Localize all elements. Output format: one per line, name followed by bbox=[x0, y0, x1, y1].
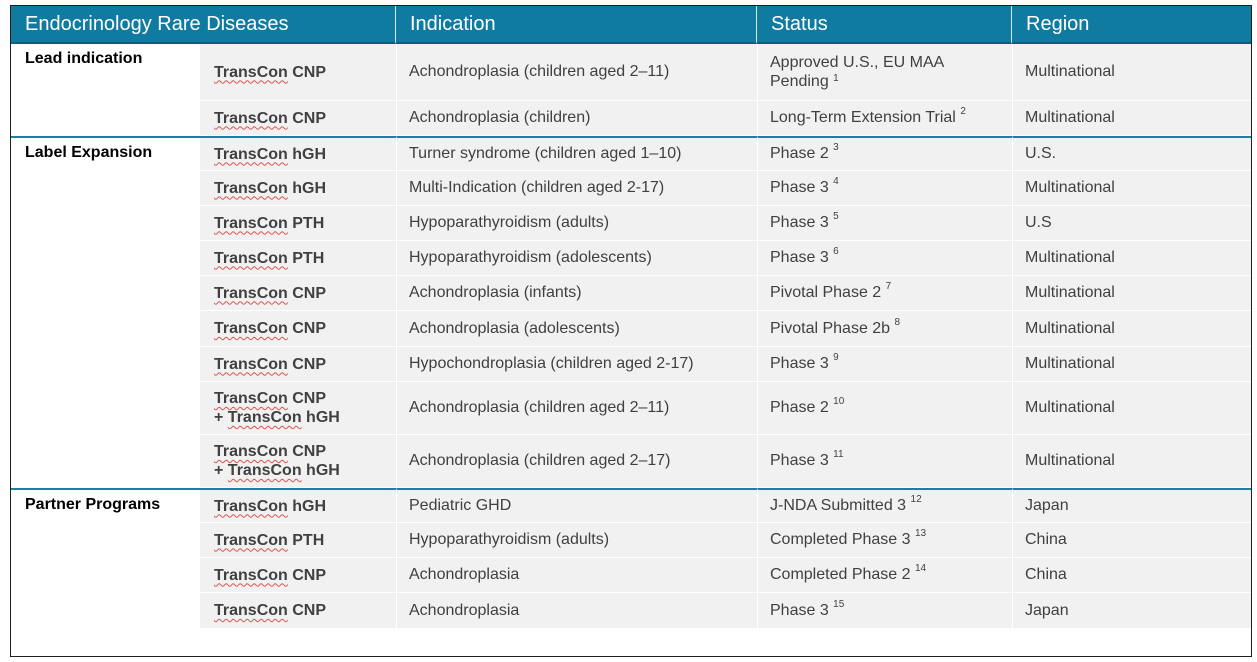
status-text: Phase 3 bbox=[770, 601, 829, 619]
header-status: Status bbox=[757, 6, 1012, 44]
status-cell bbox=[757, 435, 1012, 488]
indication-cell: Achondroplasia (children aged 2–11) bbox=[396, 44, 757, 101]
table-row bbox=[11, 136, 1251, 171]
indication-cell: Achondroplasia (children aged 2–17) bbox=[396, 435, 757, 488]
region-cell: Multinational bbox=[1012, 276, 1251, 311]
product-cell bbox=[200, 488, 396, 523]
region-cell: Multinational bbox=[1012, 311, 1251, 347]
status-text: Phase 3 bbox=[770, 249, 829, 266]
header-indication: Indication bbox=[396, 6, 757, 44]
product-brand: TransCon bbox=[214, 566, 288, 584]
product-brand: TransCon bbox=[214, 497, 288, 515]
product-cell bbox=[200, 558, 396, 593]
product-brand: TransCon bbox=[214, 284, 288, 302]
region-cell: Japan bbox=[1012, 488, 1251, 523]
status-cell bbox=[757, 523, 1012, 558]
header-disease-area: Endocrinology Rare Diseases bbox=[11, 6, 396, 44]
product-name bbox=[214, 442, 396, 461]
product-suffix: CNP bbox=[287, 390, 327, 407]
product-suffix: PTH bbox=[287, 249, 325, 267]
status-text: Completed Phase 3 bbox=[770, 531, 911, 548]
product-brand: TransCon bbox=[227, 462, 302, 479]
status-cell bbox=[757, 593, 1012, 629]
table-body bbox=[11, 44, 1251, 629]
product-suffix: hGH bbox=[287, 179, 327, 197]
product-suffix: PTH bbox=[287, 214, 325, 232]
product-suffix: PTH bbox=[287, 531, 325, 549]
footnote-ref: 15 bbox=[833, 598, 845, 610]
product-brand: TransCon bbox=[214, 63, 288, 81]
footnote-ref: 11 bbox=[833, 449, 844, 460]
group-label: Partner Programs bbox=[11, 488, 200, 629]
footnote-ref: 14 bbox=[914, 563, 927, 574]
status-text: Phase 2 bbox=[770, 399, 829, 416]
status-text: J-NDA Submitted 3 bbox=[770, 497, 907, 514]
footnote-ref: 4 bbox=[833, 176, 839, 187]
product-cell bbox=[200, 382, 396, 435]
product-suffix: hGH bbox=[301, 409, 340, 426]
product-suffix: hGH bbox=[287, 497, 327, 515]
product-cell bbox=[200, 206, 396, 241]
product-cell bbox=[200, 435, 396, 488]
product-name bbox=[214, 531, 396, 550]
status-text: Phase 3 bbox=[770, 355, 829, 372]
status-cell bbox=[757, 311, 1012, 347]
product-prefix: + bbox=[214, 462, 228, 479]
product-suffix: CNP bbox=[287, 566, 327, 584]
indication-cell: Hypoparathyroidism (adults) bbox=[396, 523, 757, 558]
product-name bbox=[214, 145, 396, 164]
pipeline-table bbox=[11, 6, 1251, 629]
status-cell bbox=[757, 241, 1012, 276]
product-brand: TransCon bbox=[214, 214, 288, 232]
indication-cell: Achondroplasia bbox=[396, 558, 757, 593]
status-cell bbox=[757, 44, 1012, 101]
group-label: Label Expansion bbox=[11, 136, 200, 488]
product-brand: TransCon bbox=[227, 409, 302, 426]
product-cell bbox=[200, 241, 396, 276]
indication-cell: Achondroplasia bbox=[396, 593, 757, 629]
group-label: Lead indication bbox=[11, 44, 200, 136]
status-text: Pivotal Phase 2 bbox=[770, 284, 882, 301]
product-name bbox=[214, 497, 396, 516]
status-cell bbox=[757, 488, 1012, 523]
status-cell bbox=[757, 136, 1012, 171]
product-name bbox=[214, 319, 396, 338]
product-brand: TransCon bbox=[214, 602, 288, 619]
product-brand: TransCon bbox=[214, 531, 288, 549]
status-cell bbox=[757, 276, 1012, 311]
region-cell: Multinational bbox=[1012, 241, 1251, 276]
product-cell bbox=[200, 523, 396, 558]
product-suffix: hGH bbox=[301, 462, 340, 479]
footnote-ref: 5 bbox=[833, 211, 839, 222]
footnote-ref: 7 bbox=[885, 281, 892, 292]
indication-cell: Achondroplasia (adolescents) bbox=[396, 311, 757, 347]
product-suffix: CNP bbox=[287, 109, 327, 127]
product-name bbox=[214, 566, 396, 585]
footnote-ref: 8 bbox=[894, 316, 901, 328]
region-cell: Multinational bbox=[1012, 101, 1251, 136]
product-suffix: CNP bbox=[287, 63, 327, 81]
product-cell bbox=[200, 171, 396, 206]
product-brand: TransCon bbox=[214, 109, 288, 127]
indication-cell: Turner syndrome (children aged 1–10) bbox=[396, 136, 757, 171]
product-name bbox=[214, 408, 396, 427]
product-prefix: + bbox=[214, 409, 228, 426]
product-name bbox=[214, 109, 396, 128]
product-name bbox=[214, 389, 396, 408]
region-cell: Multinational bbox=[1012, 382, 1251, 435]
product-suffix: CNP bbox=[287, 284, 327, 302]
region-cell: U.S bbox=[1012, 206, 1251, 241]
table-row bbox=[11, 44, 1251, 101]
status-text: Phase 3 bbox=[770, 179, 829, 196]
region-cell: U.S. bbox=[1012, 136, 1251, 171]
region-cell: China bbox=[1012, 558, 1251, 593]
product-cell bbox=[200, 311, 396, 347]
product-suffix: CNP bbox=[287, 355, 327, 373]
status-text: Phase 3 bbox=[770, 452, 829, 469]
region-cell: Multinational bbox=[1012, 435, 1251, 488]
product-cell bbox=[200, 44, 396, 101]
product-suffix: CNP bbox=[287, 320, 327, 337]
product-name bbox=[214, 63, 396, 82]
product-brand: TransCon bbox=[214, 145, 288, 163]
product-cell bbox=[200, 136, 396, 171]
table-row bbox=[11, 488, 1251, 523]
region-cell: Multinational bbox=[1012, 347, 1251, 382]
status-cell bbox=[757, 101, 1012, 136]
table-header bbox=[11, 6, 1251, 44]
product-suffix: CNP bbox=[287, 443, 327, 460]
product-name bbox=[214, 249, 396, 268]
product-cell bbox=[200, 347, 396, 382]
region-cell: Japan bbox=[1012, 593, 1251, 629]
product-name bbox=[214, 461, 396, 480]
status-text: Pivotal Phase 2b bbox=[770, 319, 891, 337]
region-cell: Multinational bbox=[1012, 171, 1251, 206]
status-text: Phase 2 bbox=[770, 145, 829, 162]
status-cell bbox=[757, 206, 1012, 241]
product-name bbox=[214, 214, 396, 233]
status-cell bbox=[757, 558, 1012, 593]
status-cell bbox=[757, 347, 1012, 382]
product-name bbox=[214, 284, 396, 303]
status-cell bbox=[757, 171, 1012, 206]
product-brand: TransCon bbox=[214, 249, 288, 267]
indication-cell: Hypoparathyroidism (adults) bbox=[396, 206, 757, 241]
product-brand: TransCon bbox=[214, 390, 288, 407]
footnote-ref: 6 bbox=[833, 246, 839, 257]
product-brand: TransCon bbox=[214, 320, 288, 337]
status-text: Long-Term Extension Trial bbox=[770, 109, 956, 126]
status-text: Approved U.S., EU MAA Pending bbox=[770, 54, 944, 90]
indication-cell: Pediatric GHD bbox=[396, 488, 757, 523]
status-text: Completed Phase 2 bbox=[770, 566, 911, 583]
indication-cell: Hypoparathyroidism (adolescents) bbox=[396, 241, 757, 276]
product-name bbox=[214, 179, 396, 198]
header-region: Region bbox=[1012, 6, 1251, 44]
footnote-ref: 3 bbox=[833, 142, 839, 153]
product-brand: TransCon bbox=[214, 179, 288, 197]
indication-cell: Achondroplasia (children) bbox=[396, 101, 757, 136]
product-name bbox=[214, 601, 396, 620]
indication-cell: Achondroplasia (children aged 2–11) bbox=[396, 382, 757, 435]
footnote-ref: 2 bbox=[960, 106, 966, 117]
product-cell bbox=[200, 593, 396, 629]
product-cell bbox=[200, 276, 396, 311]
indication-cell: Achondroplasia (infants) bbox=[396, 276, 757, 311]
footnote-ref: 10 bbox=[833, 396, 845, 407]
footnote-ref: 12 bbox=[910, 494, 922, 505]
indication-cell: Hypochondroplasia (children aged 2-17) bbox=[396, 347, 757, 382]
product-cell bbox=[200, 101, 396, 136]
footnote-ref: 9 bbox=[833, 352, 839, 363]
region-cell: China bbox=[1012, 523, 1251, 558]
product-brand: TransCon bbox=[214, 355, 288, 373]
product-name bbox=[214, 355, 396, 374]
product-brand: TransCon bbox=[214, 443, 288, 460]
indication-cell: Multi-Indication (children aged 2-17) bbox=[396, 171, 757, 206]
footnote-ref: 1 bbox=[833, 73, 839, 84]
product-suffix: CNP bbox=[287, 602, 327, 619]
status-cell bbox=[757, 382, 1012, 435]
region-cell: Multinational bbox=[1012, 44, 1251, 101]
footnote-ref: 13 bbox=[914, 528, 927, 539]
product-suffix: hGH bbox=[287, 145, 327, 163]
status-text: Phase 3 bbox=[770, 214, 829, 231]
